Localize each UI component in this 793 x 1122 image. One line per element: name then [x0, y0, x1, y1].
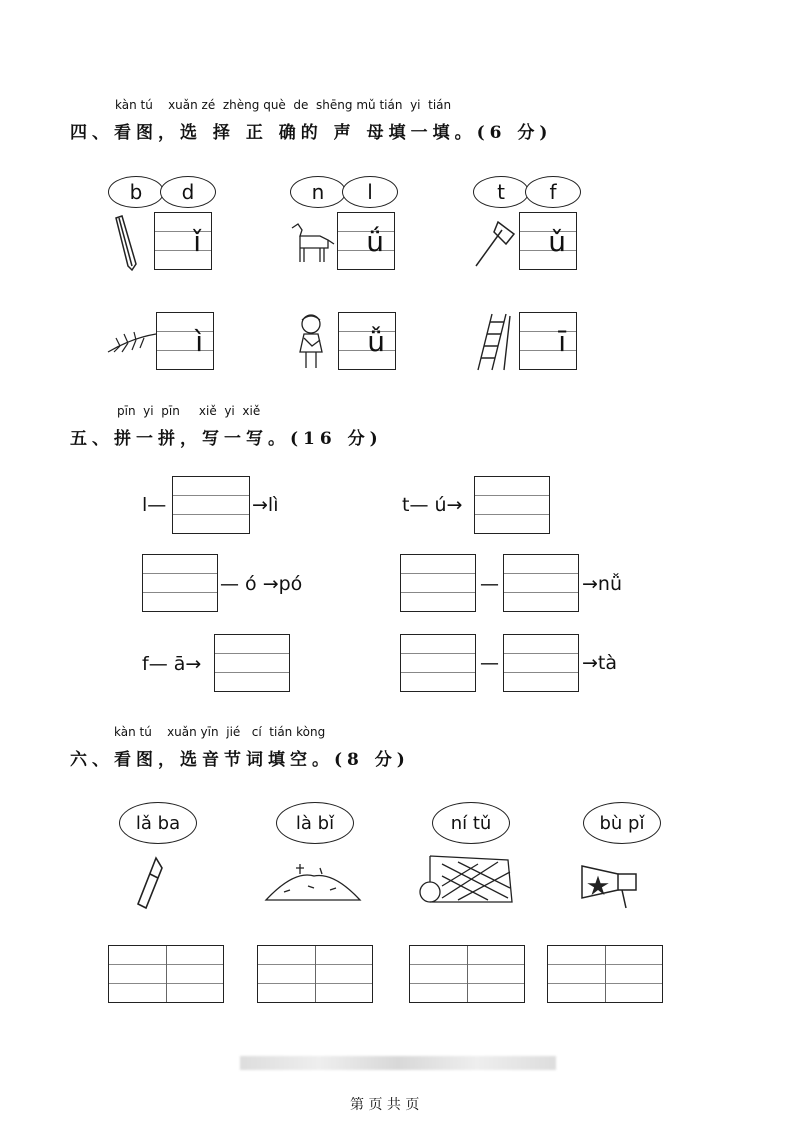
section6-pinyin: kàn tú xuǎn yīn jié cí tián kòng [114, 725, 326, 739]
section6-title: 六、看图，选音节词填空。(8 分) [70, 750, 410, 770]
axe-icon [472, 216, 518, 268]
section4-pinyin: kàn tú xuǎn zé zhèng què de shēng mǔ tián yi tián [115, 98, 452, 112]
dash: — [480, 573, 499, 595]
pencil-icon [112, 214, 142, 272]
section5-pinyin: pīn yi pīn xiě yi xiě [117, 404, 261, 418]
dirt-mound-icon [264, 860, 362, 902]
pinyin-prefix: f— ā→ [142, 653, 202, 675]
write-box[interactable] [214, 634, 290, 692]
pinyin-result: →nǚ [582, 573, 623, 595]
option-t[interactable]: t [473, 176, 529, 208]
final-vowel: ǐ [193, 225, 201, 258]
final-vowel: ǚ [367, 325, 385, 358]
write-box[interactable] [400, 554, 476, 612]
final-vowel: ī [558, 325, 566, 358]
pinyin-result: — ó →pó [220, 573, 303, 595]
write-box[interactable] [154, 212, 212, 270]
final-vowel: ì [195, 325, 203, 358]
crayon-icon [134, 856, 166, 912]
word-option[interactable]: bù pǐ [583, 802, 661, 844]
blurred-watermark [240, 1056, 556, 1070]
final-vowel: ǘ [366, 225, 384, 258]
write-box[interactable] [474, 476, 550, 534]
rice-ear-icon [106, 330, 158, 358]
final-vowel: ǔ [548, 225, 566, 258]
write-box[interactable] [519, 212, 577, 270]
option-n[interactable]: n [290, 176, 346, 208]
answer-box[interactable] [409, 945, 525, 1003]
donkey-icon [288, 218, 336, 266]
answer-box[interactable] [257, 945, 373, 1003]
option-d[interactable]: d [160, 176, 216, 208]
pinyin-prefix: l— [142, 494, 167, 516]
option-f[interactable]: f [525, 176, 581, 208]
write-box[interactable] [519, 312, 577, 370]
ladder-icon [474, 312, 514, 372]
word-option[interactable]: lǎ ba [119, 802, 197, 844]
write-box[interactable] [503, 634, 579, 692]
dash: — [480, 652, 499, 674]
write-box[interactable] [338, 312, 396, 370]
word-option[interactable]: là bǐ [276, 802, 354, 844]
write-box[interactable] [503, 554, 579, 612]
answer-box[interactable] [108, 945, 224, 1003]
option-b[interactable]: b [108, 176, 164, 208]
write-box[interactable] [337, 212, 395, 270]
pinyin-result: →tà [582, 652, 618, 674]
section4-title: 四、看图，选 择 正 确的 声 母填一填。(6 分) [70, 123, 553, 143]
map-scroll-icon [418, 852, 514, 906]
option-l[interactable]: l [342, 176, 398, 208]
word-option[interactable]: ní tǔ [432, 802, 510, 844]
write-box[interactable] [142, 554, 218, 612]
megaphone-icon [578, 856, 640, 910]
write-box[interactable] [172, 476, 250, 534]
section5-title: 五、拼一拼，写一写。(16 分) [70, 429, 383, 449]
page-number: 第 页 共 页 [350, 1097, 420, 1113]
write-box[interactable] [156, 312, 214, 370]
girl-icon [294, 312, 328, 372]
write-box[interactable] [400, 634, 476, 692]
answer-box[interactable] [547, 945, 663, 1003]
pinyin-result: →lì [252, 494, 279, 516]
pinyin-prefix: t— ú→ [402, 494, 463, 516]
